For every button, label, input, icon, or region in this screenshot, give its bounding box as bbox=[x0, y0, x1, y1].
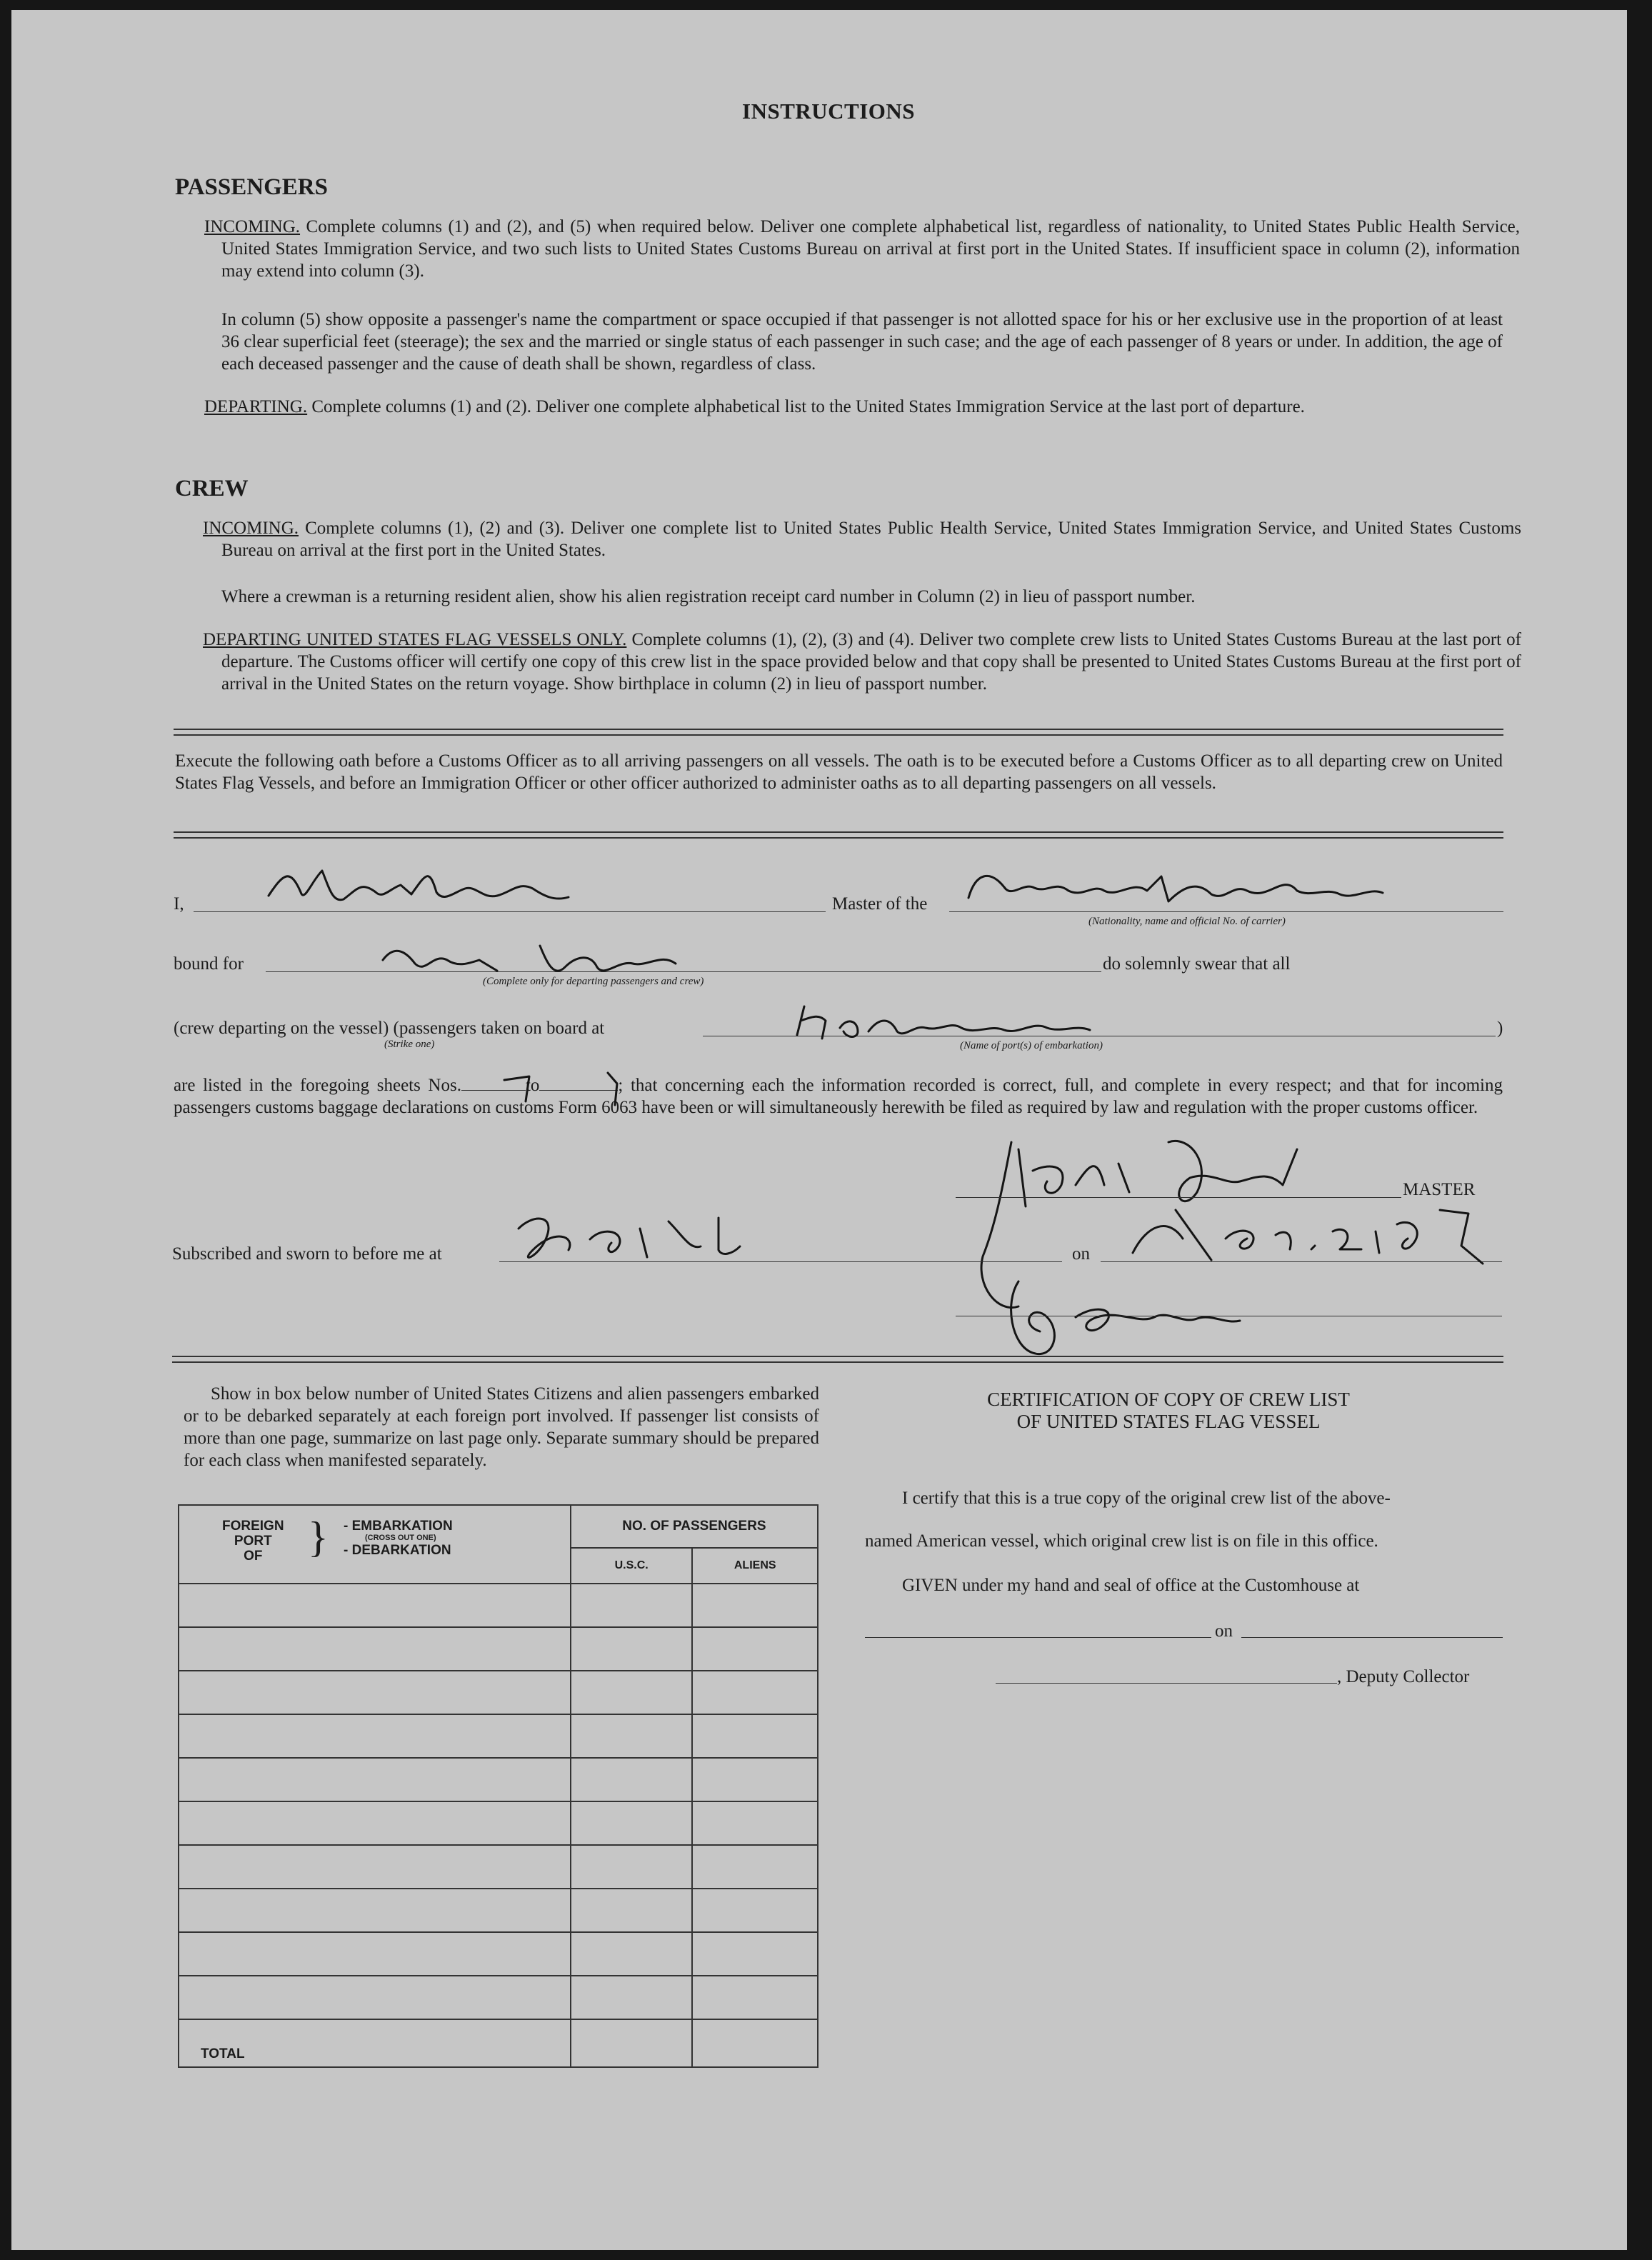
port-cell[interactable] bbox=[179, 1976, 571, 2019]
passengers-departing-lead: DEPARTING. bbox=[204, 397, 308, 416]
certification-heading bbox=[854, 1389, 1483, 1433]
certification-text-1: I certify that this is a true copy of the original crew list of the above- bbox=[902, 1489, 1391, 1508]
usc-cell[interactable] bbox=[571, 1584, 693, 1627]
crew-incoming-paragraph bbox=[203, 517, 1521, 561]
table-row bbox=[179, 1714, 818, 1758]
crew-incoming-lead: INCOMING. bbox=[203, 519, 299, 538]
certification-heading-line1: CERTIFICATION OF COPY OF CREW LIST bbox=[987, 1389, 1350, 1410]
aliens-cell[interactable] bbox=[692, 1627, 818, 1671]
usc-cell[interactable] bbox=[571, 1976, 693, 2019]
port-cell[interactable] bbox=[179, 1714, 571, 1758]
foreign-label: FOREIGN bbox=[222, 1519, 284, 1534]
certification-given-text: GIVEN under my hand and seal of office at the Customhouse at bbox=[902, 1576, 1360, 1595]
ports-caption: (Name of port(s) of embarkation) bbox=[960, 1040, 1103, 1051]
crew-resident-paragraph: Where a crewman is a returning resident alien, show his alien registration receipt card number in Column (2) in lieu of passport number. bbox=[221, 587, 1196, 606]
crew-departing-text: Complete columns (1), (2), (3) and (4). Deliver two complete crew lists to United States Customs Bureau at the last port of departure. The Customs officer will certify one copy of this crew list in the space provided below and that copy shall be presented to United States Customs Bureau at the first port of arrival in the United States on the return voyage. Show birthplace in column (2) in lieu of passport number. bbox=[221, 630, 1521, 694]
master-signature-label: MASTER bbox=[1403, 1180, 1476, 1199]
oath-master-of-label: Master of the bbox=[832, 894, 928, 914]
divider-3 bbox=[172, 1356, 1503, 1363]
crew-incoming-text: Complete columns (1), (2) and (3). Deliver one complete list to United States Public Health Service, United States Immigration Service, and United States Customs Bureau on arrival at the first port in the United States. bbox=[221, 519, 1522, 560]
oath-intro: Execute the following oath before a Customs Officer as to all arriving passengers on all vessels. The oath is to be executed before a Customs Officer as to all departing crew on United States Flag Vessels, and before an Immigration Officer or other officer authorized to administer oaths as to all departing passengers on all vessels. bbox=[175, 751, 1503, 793]
passengers-departing-text: Complete columns (1) and (2). Deliver one complete alphabetical list to the United States Immigration Service at the last port of departure. bbox=[311, 397, 1305, 416]
handwritten-sworn-place bbox=[504, 1207, 790, 1271]
handwritten-sheet-numbers bbox=[490, 1066, 647, 1109]
no-passengers-header: NO. OF PASSENGERS bbox=[571, 1505, 818, 1548]
subscribed-label: Subscribed and sworn to before me at bbox=[172, 1244, 442, 1264]
passengers-incoming-lead: INCOMING. bbox=[204, 217, 301, 236]
crew-departing-lead: DEPARTING UNITED STATES FLAG VESSELS ONLY. bbox=[203, 630, 627, 649]
crew-departing-paragraph bbox=[203, 629, 1521, 695]
aliens-cell[interactable] bbox=[692, 1801, 818, 1845]
usc-cell[interactable] bbox=[571, 1671, 693, 1714]
divider-1 bbox=[174, 729, 1503, 736]
aliens-header: ALIENS bbox=[692, 1548, 818, 1584]
oath-crew-departing-label: (crew departing on the vessel) (passengers taken on board at bbox=[174, 1019, 605, 1038]
usc-cell[interactable] bbox=[571, 1714, 693, 1758]
of-label: OF bbox=[244, 1549, 263, 1564]
certification-heading-line2: OF UNITED STATES FLAG VESSEL bbox=[1016, 1411, 1321, 1432]
table-row bbox=[179, 1584, 818, 1627]
usc-header: U.S.C. bbox=[571, 1548, 693, 1584]
passengers-incoming-text: Complete columns (1) and (2), and (5) when required below. Deliver one complete alphabetical list, regardless of nationality, to United States Public Health Service, United States Immigration Service, and two such lists to United States Customs Bureau on arrival at first port in the United States. If insufficient space in column (2), information may extend into column (3). bbox=[221, 217, 1521, 281]
oath-listed-suffix: ; that concerning each the information recorded is correct, full, and complete in every respect; and that for incoming passengers customs baggage declarations on customs Form 6063 have been or will simultaneously herewith be filed as required by law and regulation with the proper customs officer. bbox=[174, 1076, 1503, 1117]
oath-swear-label: do solemnly swear that all bbox=[1103, 954, 1291, 974]
page-title: INSTRUCTIONS bbox=[742, 99, 916, 124]
aliens-cell[interactable] bbox=[692, 1845, 818, 1889]
customhouse-place-line bbox=[865, 1637, 1211, 1638]
subscribed-on-label: on bbox=[1072, 1244, 1090, 1264]
summary-note: Show in box below number of United States Citizens and alien passengers embarked or to be debarked separately at each foreign port involved. If passenger list consists of more than one page, summarize on last page only. Separate summary should be prepared for each class when manifested separately. bbox=[184, 1384, 819, 1470]
port-cell[interactable] bbox=[179, 1627, 571, 1671]
usc-cell[interactable] bbox=[571, 1932, 693, 1976]
port-cell[interactable] bbox=[179, 1758, 571, 1801]
usc-cell[interactable] bbox=[571, 1758, 693, 1801]
table-row bbox=[179, 1932, 818, 1976]
aliens-cell[interactable] bbox=[692, 1714, 818, 1758]
aliens-cell[interactable] bbox=[692, 1758, 818, 1801]
oath-listed-prefix: are listed in the foregoing sheets Nos. bbox=[174, 1076, 461, 1095]
usc-cell[interactable] bbox=[571, 1889, 693, 1932]
total-aliens-cell[interactable] bbox=[692, 2019, 818, 2067]
port-cell[interactable] bbox=[179, 1801, 571, 1845]
divider-2 bbox=[174, 831, 1503, 839]
total-usc-cell[interactable] bbox=[571, 2019, 693, 2067]
table-row bbox=[179, 1976, 818, 2019]
customhouse-date-line bbox=[1241, 1637, 1503, 1638]
usc-cell[interactable] bbox=[571, 1627, 693, 1671]
port-label: PORT bbox=[234, 1534, 272, 1549]
table-row bbox=[179, 1671, 818, 1714]
total-row bbox=[179, 2019, 818, 2067]
ports-summary-table bbox=[178, 1504, 819, 2068]
aliens-cell[interactable] bbox=[692, 1932, 818, 1976]
table-row bbox=[179, 1889, 818, 1932]
oath-i-label: I, bbox=[174, 894, 184, 914]
deputy-collector-line bbox=[996, 1683, 1337, 1684]
document-page bbox=[11, 10, 1627, 2250]
handwritten-carrier bbox=[961, 859, 1404, 916]
handwritten-port bbox=[790, 996, 1147, 1046]
certification-text-2: named American vessel, which original crew list is on file in this office. bbox=[865, 1531, 1378, 1551]
passengers-departing-paragraph bbox=[204, 396, 1520, 418]
port-cell[interactable] bbox=[179, 1845, 571, 1889]
usc-cell[interactable] bbox=[571, 1801, 693, 1845]
port-cell[interactable] bbox=[179, 1932, 571, 1976]
table-row bbox=[179, 1758, 818, 1801]
usc-cell[interactable] bbox=[571, 1845, 693, 1889]
total-label: TOTAL bbox=[179, 2019, 571, 2067]
oath-to-label: to bbox=[525, 1076, 540, 1095]
table-row bbox=[179, 1801, 818, 1845]
strike-one-caption: (Strike one) bbox=[384, 1039, 435, 1050]
table-row bbox=[179, 1845, 818, 1889]
aliens-cell[interactable] bbox=[692, 1889, 818, 1932]
aliens-cell[interactable] bbox=[692, 1584, 818, 1627]
passengers-column5-paragraph: In column (5) show opposite a passenger's name the compartment or space occupied if that passenger is not allotted space for his or her exclusive use in the proportion of at least 36 clear superficial feet (steerage); the sex and the married or single status of each passenger in such case; and the age of each passenger of 8 years or under. In addition, the age of each deceased passenger and the cause of death shall be shown, regardless of class. bbox=[221, 310, 1503, 374]
debarkation-label: - DEBARKATION bbox=[344, 1543, 451, 1558]
ports-table-body bbox=[179, 1584, 818, 2067]
deputy-collector-label: , Deputy Collector bbox=[1337, 1667, 1470, 1686]
passengers-heading: PASSENGERS bbox=[175, 174, 328, 200]
port-cell[interactable] bbox=[179, 1584, 571, 1627]
embarkation-label: - EMBARKATION bbox=[344, 1519, 453, 1534]
carrier-caption: (Nationality, name and official No. of carrier) bbox=[1088, 916, 1286, 927]
certification-on-label: on bbox=[1215, 1621, 1233, 1641]
handwritten-officer-signature bbox=[976, 1267, 1333, 1367]
ports-header-cell: FOREIGN PORT OF } - EMBARKATION (CROSS OUT ONE) - DEBARKATION bbox=[179, 1505, 571, 1584]
aliens-cell[interactable] bbox=[692, 1976, 818, 2019]
crew-heading: CREW bbox=[175, 476, 249, 501]
port-cell[interactable] bbox=[179, 1671, 571, 1714]
port-cell[interactable] bbox=[179, 1889, 571, 1932]
handwritten-master bbox=[261, 860, 604, 917]
ports-close-paren: ) bbox=[1497, 1019, 1503, 1038]
handwritten-date bbox=[1126, 1196, 1511, 1274]
oath-bound-for-label: bound for bbox=[174, 954, 244, 974]
bound-for-caption: (Complete only for departing passengers and crew) bbox=[483, 976, 704, 987]
oath-listed-paragraph bbox=[174, 1074, 1503, 1119]
cross-out-label: (CROSS OUT ONE) bbox=[365, 1534, 436, 1542]
table-row bbox=[179, 1627, 818, 1671]
passengers-incoming-paragraph bbox=[204, 216, 1520, 282]
aliens-cell[interactable] bbox=[692, 1671, 818, 1714]
